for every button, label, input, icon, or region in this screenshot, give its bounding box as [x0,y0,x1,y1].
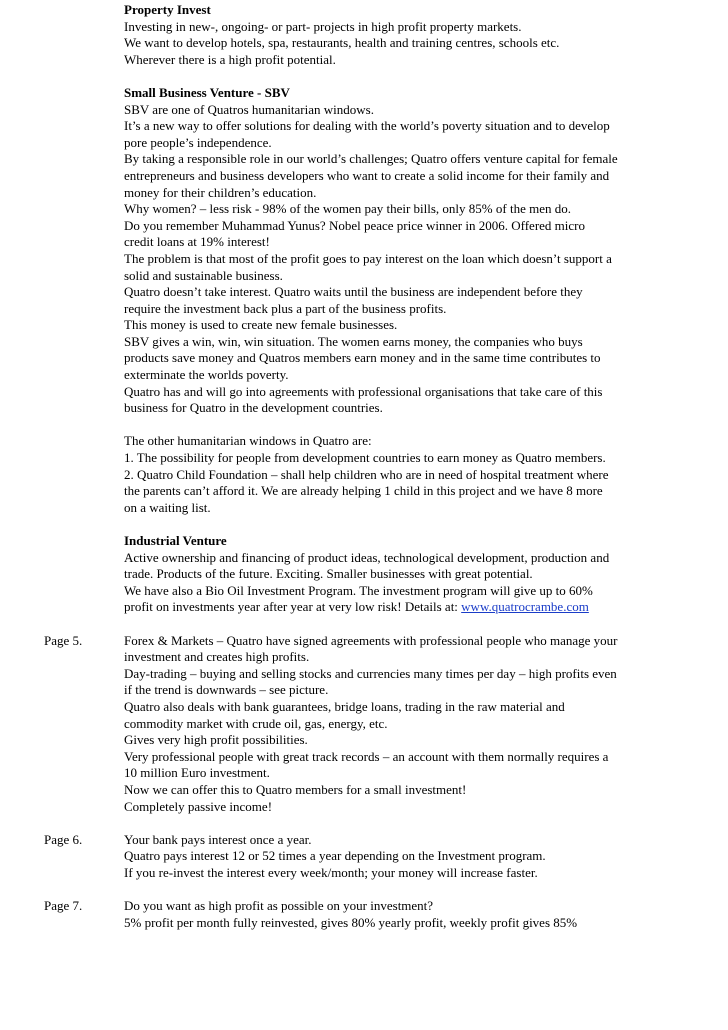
paragraph-line: investment and creates high profits. [124,649,310,665]
paragraph-line: 1. The possibility for people from development countries to earn money as Quatro members. [124,450,606,466]
paragraph-line: pore people’s independence. [124,134,272,150]
section-page-5 [44,632,684,816]
paragraph-line: SBV are one of Quatros humanitarian windows. [124,101,374,117]
paragraph-line: Gives very high profit possibilities. [124,732,308,748]
page-label: Page 5. [44,632,83,648]
paragraph-line: We have also a Bio Oil Investment Program. The investment program will give up to 60% [124,582,593,598]
section-page-6 [44,831,684,882]
paragraph-line: Investing in new-, ongoing- or part- projects in high profit property markets. [124,18,522,34]
paragraph-line: 10 million Euro investment. [124,765,270,781]
paragraph-line-with-link [124,599,684,616]
paragraph-line: Quatro pays interest 12 or 52 times a year depending on the Investment program. [124,848,546,864]
paragraph-line: money for their children’s education. [124,184,317,200]
paragraph-line: commodity market with crude oil, gas, energy, etc. [124,715,388,731]
link-prefix-text: profit on investments year after year at very low risk! Details at: [124,599,462,615]
paragraph-line: We want to develop hotels, spa, restaurants, health and training centres, schools etc. [124,35,560,51]
paragraph-line: 2. Quatro Child Foundation – shall help children who are in need of hospital treatment where [124,466,609,482]
paragraph-line: Day-trading – buying and selling stocks and currencies many times per day – high profits even [124,665,617,681]
paragraph-line: It’s a new way to offer solutions for dealing with the world’s poverty situation and to develop [124,118,610,134]
paragraph-line: Now we can offer this to Quatro members for a small investment! [124,781,467,797]
paragraph-line: if the trend is downwards – see picture. [124,682,329,698]
paragraph-line: SBV gives a win, win, win situation. The women earns money, the companies who buys [124,333,583,349]
paragraph-line: business for Quatro in the development countries. [124,400,383,416]
paragraph-line: products save money and Quatros members earn money and in the same time contributes to [124,350,601,366]
section-heading-property-invest: Property Invest [124,2,211,17]
paragraph-line: require the investment back plus a part of the business profits. [124,300,447,316]
paragraph-line: Active ownership and financing of product ideas, technological development, production and [124,549,610,565]
paragraph-line: Why women? – less risk - 98% of the women pay their bills, only 85% of the men do. [124,201,571,217]
paragraph-line: entrepreneurs and business developers who want to create a solid income for their family and [124,167,610,183]
section-heading-sbv: Small Business Venture - SBV [124,84,290,100]
paragraph-line: The problem is that most of the profit goes to pay interest on the loan which doesn’t support a [124,250,612,266]
paragraph-line: exterminate the worlds poverty. [124,367,289,383]
paragraph-line: credit loans at 19% interest! [124,234,270,250]
paragraph-line: Quatro has and will go into agreements with professional organisations that take care of this [124,383,603,399]
section-sbv [124,85,684,417]
paragraph-line: The other humanitarian windows in Quatro are: [124,433,372,449]
section-humanitarian-windows [124,433,684,516]
page-label: Page 7. [44,898,83,914]
paragraph-line: Wherever there is a high profit potential. [124,51,336,67]
section-heading-industrial-venture: Industrial Venture [124,533,227,548]
section-property-invest [124,2,684,68]
paragraph-line: Your bank pays interest once a year. [124,831,312,847]
paragraph-line: the parents can’t afford it. We are already helping 1 child in this project and we have 8 more [124,483,603,499]
paragraph-line: This money is used to create new female businesses. [124,317,398,333]
paragraph-line: solid and sustainable business. [124,267,283,283]
paragraph-line: Quatro doesn’t take interest. Quatro waits until the business are independent before they [124,284,583,300]
paragraph-line: By taking a responsible role in our world’s challenges; Quatro offers venture capital for female [124,151,618,167]
document-page [0,2,728,931]
page-label: Page 6. [44,831,83,847]
paragraph-line: Do you remember Muhammad Yunus? Nobel peace price winner in 2006. Offered micro [124,217,585,233]
section-industrial-venture [124,533,684,616]
paragraph-line: Very professional people with great track records – an account with them normally requires a [124,748,609,764]
paragraph-line: If you re-invest the interest every week/month; your money will increase faster. [124,864,538,880]
paragraph-line: Do you want as high profit as possible on your investment? [124,898,434,914]
paragraph-line: Completely passive income! [124,798,273,814]
paragraph-line: 5% profit per month fully reinvested, gives 80% yearly profit, weekly profit gives 85% [124,914,578,930]
paragraph-line: trade. Products of the future. Exciting. Smaller businesses with great potential. [124,566,533,582]
paragraph-line: on a waiting list. [124,499,211,515]
section-page-7 [44,898,684,931]
website-link[interactable]: www.quatrocrambe.com [461,599,589,615]
paragraph-line: Quatro also deals with bank guarantees, bridge loans, trading in the raw material and [124,698,565,714]
paragraph-line: Forex & Markets – Quatro have signed agreements with professional people who manage your [124,632,618,648]
